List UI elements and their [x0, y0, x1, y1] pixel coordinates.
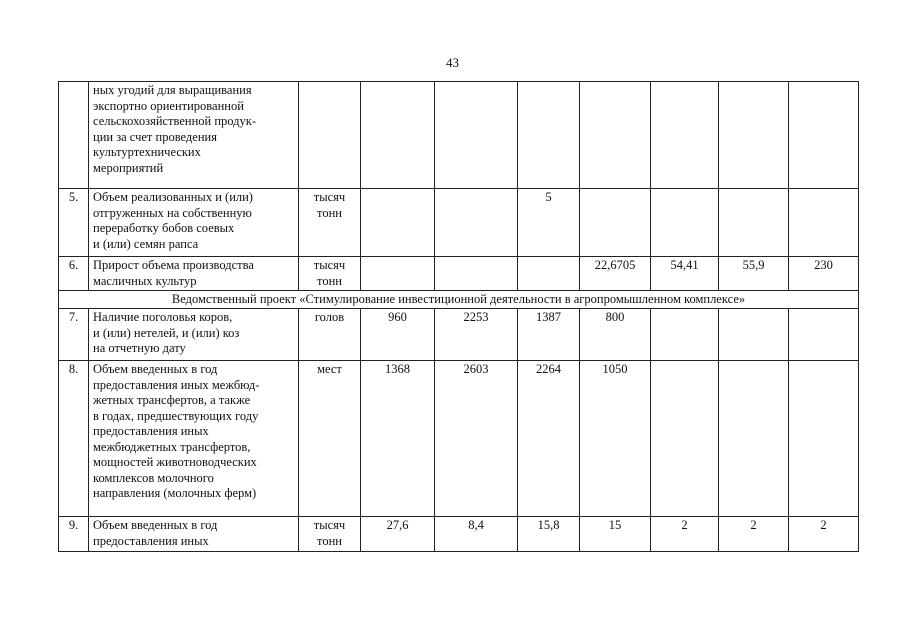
unit-line: тонн: [317, 273, 342, 288]
table-row: [59, 257, 859, 291]
indicator-name-line: Объем введенных в год: [93, 518, 218, 532]
value-cell: [518, 257, 580, 291]
value-cell: [719, 189, 789, 257]
indicator-name-line: отгруженных на собственную: [93, 205, 252, 220]
unit-cell: [299, 309, 361, 361]
page-number: 43: [446, 55, 459, 70]
value-cell: [435, 82, 518, 189]
value-cell: [719, 309, 789, 361]
indicator-name-cell: [89, 309, 299, 361]
value-cell: [361, 257, 435, 291]
unit-cell: [299, 361, 361, 517]
value-cell: 800: [580, 309, 651, 361]
row-number-cell: 8.: [59, 361, 89, 517]
value-cell: [651, 309, 719, 361]
value-cell: [789, 189, 859, 257]
value-cell: 8,4: [435, 517, 518, 552]
value-cell: [435, 257, 518, 291]
value-cell: 2: [719, 517, 789, 552]
table-row: [59, 517, 859, 552]
indicators-table: [58, 81, 859, 552]
value-cell: 15,8: [518, 517, 580, 552]
indicator-name-line: комплексов молочного: [93, 470, 214, 485]
value-cell: 22,6705: [580, 257, 651, 291]
value-cell: 230: [789, 257, 859, 291]
value-cell: 1368: [361, 361, 435, 517]
table-row: [59, 82, 859, 189]
table-body: [59, 82, 859, 552]
value-cell: [789, 309, 859, 361]
value-cell: 1050: [580, 361, 651, 517]
row-number-cell: 6.: [59, 257, 89, 291]
value-cell: 2: [789, 517, 859, 552]
value-cell: 15: [580, 517, 651, 552]
indicator-name-line: направления (молочных ферм): [93, 486, 257, 500]
unit-cell: [299, 517, 361, 552]
indicator-name-line: и (или) семян рапса: [93, 236, 199, 251]
value-cell: [361, 82, 435, 189]
indicator-name-line: мощностей животноводческих: [93, 455, 257, 469]
value-cell: [651, 189, 719, 257]
row-number-cell: 5.: [59, 189, 89, 257]
row-number-cell: 9.: [59, 517, 89, 552]
unit-line: тонн: [317, 205, 342, 220]
section-banner: Ведомственный проект «Стимулирование инвестиционной деятельности в агропромышленном комплексе»: [59, 291, 859, 309]
value-cell: [361, 189, 435, 257]
indicator-name-line: ных угодий для выращивания: [93, 83, 252, 97]
value-cell: 2264: [518, 361, 580, 517]
indicator-name-line: межбюджетных трансфертов,: [93, 439, 251, 454]
unit-cell: [299, 189, 361, 257]
indicator-name-line: сельскохозяйственной продук-: [93, 114, 257, 128]
row-number-cell: [59, 82, 89, 189]
value-cell: [789, 82, 859, 189]
indicator-name-line: и (или) нетелей, и (или) коз: [93, 325, 240, 340]
value-cell: 1387: [518, 309, 580, 361]
value-cell: 2253: [435, 309, 518, 361]
indicator-name-cell: [89, 189, 299, 257]
value-cell: [789, 361, 859, 517]
row-number-cell: 7.: [59, 309, 89, 361]
unit-line: голов: [314, 310, 345, 324]
table-row: [59, 189, 859, 257]
indicator-name-line: масличных культур: [93, 273, 197, 288]
indicator-name-line: предоставления иных межбюд-: [93, 377, 260, 392]
indicator-name-cell: [89, 257, 299, 291]
indicator-name-line: предоставления иных: [93, 533, 209, 548]
unit-line: тысяч: [313, 258, 346, 272]
indicator-name-line: Наличие поголовья коров,: [93, 310, 233, 324]
indicator-name-line: Объем реализованных и (или): [93, 190, 253, 204]
value-cell: 27,6: [361, 517, 435, 552]
indicator-name-line: предоставления иных: [93, 424, 209, 438]
indicator-name-line: мероприятий: [93, 160, 164, 175]
indicator-name-line: Прирост объема производства: [93, 258, 254, 272]
indicator-name-line: ции за счет проведения: [93, 129, 217, 144]
indicator-name-cell: [89, 82, 299, 189]
indicator-name-line: жетных трансфертов, а также: [93, 393, 251, 407]
value-cell: [651, 82, 719, 189]
unit-cell: [299, 257, 361, 291]
value-cell: [580, 82, 651, 189]
unit-line: тысяч: [313, 190, 346, 204]
indicator-name-cell: [89, 361, 299, 517]
value-cell: 55,9: [719, 257, 789, 291]
unit-line: тысяч: [313, 518, 346, 532]
value-cell: 54,41: [651, 257, 719, 291]
value-cell: [435, 189, 518, 257]
value-cell: [719, 82, 789, 189]
section-banner-row: [59, 291, 859, 309]
value-cell: 2603: [435, 361, 518, 517]
value-cell: [719, 361, 789, 517]
table-row: [59, 309, 859, 361]
indicator-name-line: на отчетную дату: [93, 341, 186, 355]
value-cell: 2: [651, 517, 719, 552]
value-cell: [518, 82, 580, 189]
value-cell: [580, 189, 651, 257]
value-cell: 960: [361, 309, 435, 361]
unit-line: тонн: [317, 533, 342, 548]
indicator-name-cell: [89, 517, 299, 552]
value-cell: [651, 361, 719, 517]
unit-cell: [299, 82, 361, 189]
table-row: [59, 361, 859, 517]
value-cell: 5: [518, 189, 580, 257]
indicator-name-line: переработку бобов соевых: [93, 221, 235, 235]
indicator-name-line: экспортно ориентированной: [93, 98, 244, 113]
indicator-name-line: в годах, предшествующих году: [93, 408, 259, 423]
indicator-name-line: культуртехнических: [93, 145, 201, 159]
unit-line: мест: [317, 362, 342, 376]
indicator-name-line: Объем введенных в год: [93, 362, 218, 376]
